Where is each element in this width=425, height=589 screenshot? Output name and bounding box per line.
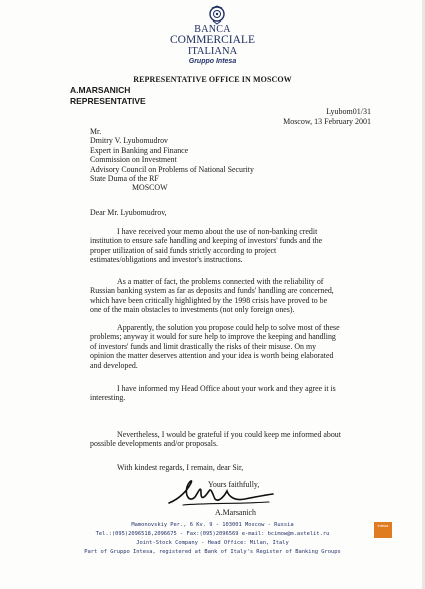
paragraph-line: proper utilization of said funds strictly according to project bbox=[90, 245, 277, 255]
body-paragraph-5 bbox=[90, 430, 341, 449]
paragraph-line: which have been critically highlighted by the 1998 crisis have proved to be bbox=[90, 295, 328, 305]
paragraph-line: Nevertheless, I would be grateful if you could keep me informed about bbox=[117, 430, 341, 439]
paragraph-line: institution to ensure safe handling and keeping of investors' funds and the bbox=[90, 236, 323, 246]
paragraph-line: I have informed my Head Office about your work and they agree it is bbox=[117, 384, 336, 393]
recipient-line: State Duma of the RF bbox=[90, 174, 159, 184]
footer-registration: Part of Gruppo Intesa, registered at Bank of Italy's Register of Banking Groups bbox=[84, 549, 341, 555]
closing-text: With kindest regards, I remain, dear Sir, bbox=[117, 463, 244, 472]
reference-number: Lyubom01/31 bbox=[326, 107, 371, 116]
recipient-line: Mr. bbox=[90, 127, 102, 136]
recipient-address bbox=[90, 127, 254, 193]
sender-block bbox=[70, 85, 146, 106]
bank-name-line2: COMMERCIALE bbox=[170, 34, 255, 46]
paragraph-line: estimates/obligations and investor's instructions. bbox=[90, 255, 243, 265]
recipient-line: Commission on Investment bbox=[90, 155, 177, 165]
signatory-name: A.Marsanich bbox=[215, 508, 256, 517]
intesa-logo-icon: intesa bbox=[374, 522, 392, 538]
bank-name-line1: BANCA bbox=[194, 24, 231, 35]
paragraph-line: possible developments and/or proposals. bbox=[90, 439, 218, 449]
paragraph-line: problems; anyway it would for sure help to improve the keeping and handling bbox=[90, 332, 336, 342]
recipient-line: Dmitry V. Lyubomudrov bbox=[90, 136, 168, 146]
paragraph-line: opinion the matter deserves attention and your idea is worth being elaborated bbox=[90, 351, 334, 361]
sender-title: REPRESENTATIVE bbox=[70, 95, 146, 106]
paragraph-line: and developed. bbox=[90, 360, 138, 370]
footer-contacts: Tel.:(095)2096518,2096675 - Fax:(095)2096569 e-mail: bcimow@m.astelit.ru bbox=[95, 531, 330, 537]
office-heading: REPRESENTATIVE OFFICE IN MOSCOW bbox=[133, 75, 292, 84]
handwritten-signature bbox=[165, 473, 275, 513]
group-name: Gruppo Intesa bbox=[188, 58, 237, 65]
paragraph-line: As a matter of fact, the problems connected with the reliability of bbox=[117, 277, 324, 286]
yours-faithfully: Yours faithfully, bbox=[208, 480, 260, 489]
letter-date: Moscow, 13 February 2001 bbox=[283, 117, 371, 126]
paragraph-line: Russian banking system as far as deposits and funds' handling are concerned, bbox=[90, 286, 334, 296]
salutation: Dear Mr. Lyubomudrov, bbox=[90, 208, 167, 217]
paragraph-line: one of the main obstacles to investments (not only foreign ones). bbox=[90, 305, 295, 315]
paragraph-line: of investors' funds and limit drastically the risks of their misuse. On my bbox=[90, 341, 317, 351]
body-paragraph-2 bbox=[90, 277, 334, 315]
recipient-line: Expert in Banking and Finance bbox=[90, 145, 189, 155]
closing-line bbox=[90, 463, 243, 472]
recipient-line: Advisory Council on Problems of National Security bbox=[90, 164, 254, 174]
sender-name: A.MARSANICH bbox=[70, 85, 131, 95]
reference-block bbox=[283, 107, 371, 127]
bank-name-line3: ITALIANA bbox=[187, 46, 238, 57]
body-paragraph-3 bbox=[90, 323, 340, 370]
body-paragraph-1 bbox=[90, 227, 322, 265]
recipient-city: MOSCOW bbox=[132, 183, 168, 193]
footer-company: Joint-Stock Company - Head Office: Milan, Italy bbox=[136, 540, 289, 546]
paragraph-line: I have received your memo about the use of non-banking credit bbox=[117, 227, 318, 236]
paragraph-line: interesting. bbox=[90, 393, 126, 403]
bank-emblem-icon bbox=[208, 5, 226, 25]
body-paragraph-4 bbox=[90, 384, 336, 403]
footer-address: Mamonovskiy Per., 6 Kv. 9 - 103001 Moscow - Russia bbox=[131, 522, 294, 528]
paragraph-line: Apparently, the solution you propose could help to solve most of these bbox=[117, 323, 340, 332]
